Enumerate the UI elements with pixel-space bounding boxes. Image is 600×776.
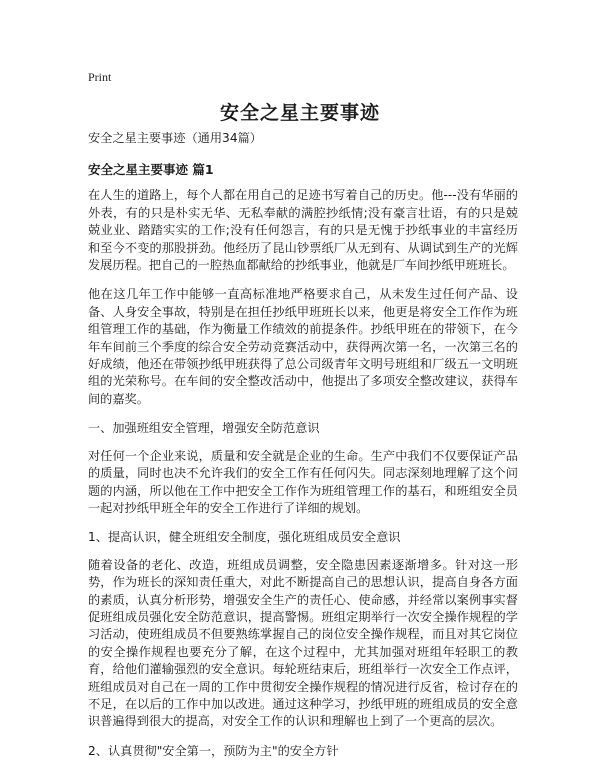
paragraph: 随着设备的老化、改造，班组成员调整，安全隐患因素逐渐增多。针对这一形势，作为班长的深知责任重大，对此不断提高自己的思想认识，提高自身各方面的素质，认真分析形势，增强安全生产的责任心、使命感，并经常以案例事实督促班组成员强化安全防范意识，提高警惕。班组定期举行一次安全操作规程的学习活动，使班组成员不但要熟练掌握自己的岗位安全操作规程，而且对其它岗位的安全操作规程也要充分了解，在这个过程中，尤其加强对班组年轻职工的教育，给他们灌输强烈的安全意识。每轮班结束后，班组举行一次安全工作点评，班组成员对自己在一周的工作中贯彻安全操作规程的情况进行反省，检讨存在的不足，在以后的工作中加以改进。通过这种学习，抄纸甲班的班组成员的安全意识普遍得到很大的提高，对安全工作的认识和理解也上到了一个更高的层次。	[88, 557, 518, 729]
print-link[interactable]: Print	[88, 70, 112, 84]
document-subtitle: 安全之星主要事迹（通用34篇）	[88, 131, 262, 145]
subheading: 1、提高认识，健全班组安全制度，强化班组成员安全意识	[88, 530, 401, 545]
paragraph: 他在这几年工作中能够一直高标准地严格要求自己，从未发生过任何产品、设备、人身安全事故，特别是在担任抄纸甲班班长以来，他更是将安全工作作为班组管理工作的基础，作为衡量工作绩效的前提条件。抄纸甲班在的带领下，在今年车间前三个季度的综合安全劳动竞赛活动中，获得两次第一名，一次第三名的好成绩，他还在带领抄纸甲班获得了总公司级青年文明号班组和厂级五一文明班组的光荣称号。在车间的安全整改活动中，他提出了多项安全整改建议，获得车间的嘉奖。	[88, 287, 518, 406]
subheading: 2、认真贯彻"安全第一，预防为主"的安全方针	[88, 743, 339, 758]
document-body	[88, 130, 518, 770]
paragraph: 对任何一个企业来说，质量和安全就是企业的生命。生产中我们不仅要保证产品的质量，同时也决不允许我们的安全工作有任何闪失。同志深刻地理解了这个问题的内涵，所以他在工作中把安全工作作为班组管理工作的基石，和班组安全员一起对抄纸甲班全年的安全工作进行了详细的规划。	[88, 448, 518, 515]
section-title: 安全之星主要事迹 篇1	[88, 162, 214, 178]
document-title: 安全之星主要事迹	[219, 102, 380, 124]
paragraph: 在人生的道路上，每个人都在用自己的足迹书写着自己的历史。他---没有华丽的外表，有的只是朴实无华、无私奉献的满腔抄纸情;没有豪言壮语，有的只是兢兢业业、踏踏实实的工作;没有任何怨言，有的只是无愧于抄纸事业的丰富经历和至今不变的那股拼劲。他经历了昆山钞票纸厂从无到有、从调试到生产的光辉发展历程。把自己的一腔热血都献给的抄纸事业，他就是厂车间抄纸甲班班长。	[88, 188, 518, 273]
subheading: 一、加强班组安全管理，增强安全防范意识	[88, 421, 320, 436]
